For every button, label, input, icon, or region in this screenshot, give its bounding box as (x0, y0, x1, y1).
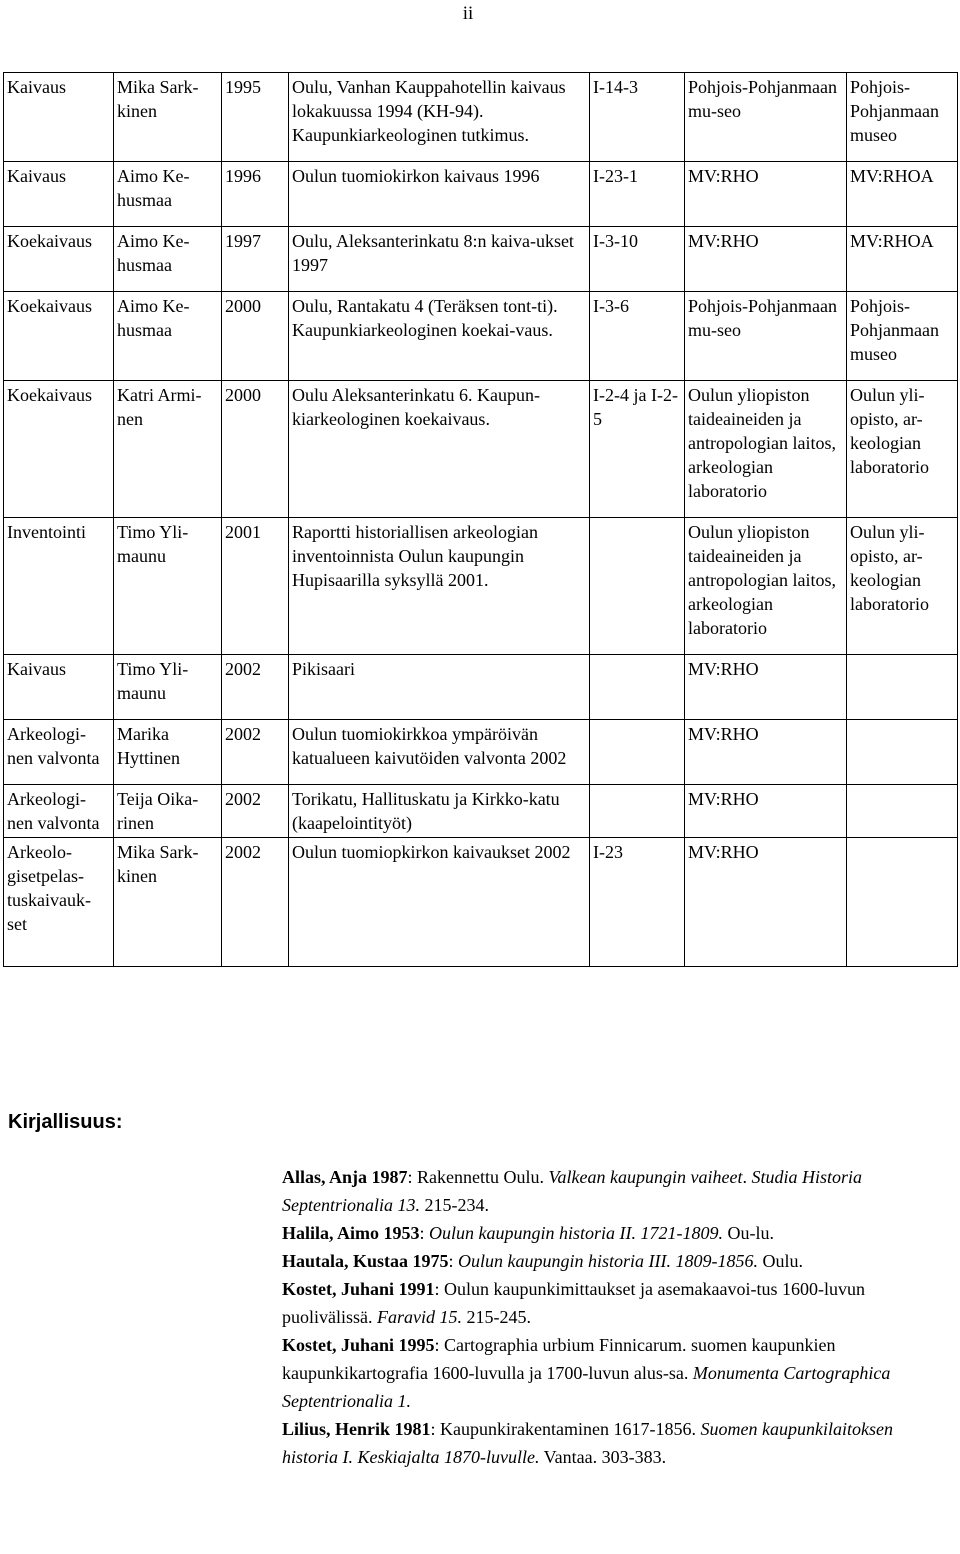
page-number: ii (462, 3, 474, 24)
bib-rest: 215-245. (462, 1307, 531, 1327)
bib-rest: Ou-lu. (723, 1223, 775, 1243)
archive-cell: MV:RHO (685, 227, 847, 292)
bib-separator: : (430, 1419, 441, 1439)
code-cell (590, 785, 685, 838)
person-cell: Teija Oika-rinen (114, 785, 222, 838)
table-row (4, 655, 958, 720)
bibliography-entry (282, 1415, 942, 1471)
person-cell: Mika Sark-kinen (114, 73, 222, 162)
archive-cell: MV:RHO (685, 838, 847, 967)
year-cell: 1996 (222, 162, 289, 227)
archive2-cell: MV:RHOA (847, 162, 958, 227)
code-cell: I-3-6 (590, 292, 685, 381)
description-cell: Oulun tuomiokirkon kaivaus 1996 (289, 162, 590, 227)
year-cell: 1995 (222, 73, 289, 162)
code-cell: I-14-3 (590, 73, 685, 162)
bib-title: Kaupunkirakentaminen 1617-1856. (440, 1419, 701, 1439)
code-cell (590, 720, 685, 785)
table-row (4, 785, 958, 838)
bib-rest: . (742, 1167, 752, 1187)
table-row (4, 227, 958, 292)
description-cell: Raportti historiallisen arkeologian inventoinnista Oulun kaupungin Hupisaarilla syksyllä 2001. (289, 518, 590, 655)
year-cell: 2002 (222, 655, 289, 720)
description-cell: Torikatu, Hallituskatu ja Kirkko-katu (kaapelointityöt) (289, 785, 590, 838)
type-cell: Inventointi (4, 518, 114, 655)
code-cell: I-3-10 (590, 227, 685, 292)
bibliography-entry (282, 1247, 942, 1275)
type-cell: Kaivaus (4, 162, 114, 227)
bib-author: Allas, Anja 1987 (282, 1167, 408, 1187)
bib-author: Lilius, Henrik 1981 (282, 1419, 431, 1439)
year-cell: 1997 (222, 227, 289, 292)
type-cell: Koekaivaus (4, 381, 114, 518)
bib-series: Monumenta Cartographica Septentrionalia 1. (282, 1363, 891, 1411)
description-cell: Oulun tuomiokirkkoa ympäröivän katualueen kaivutöiden valvonta 2002 (289, 720, 590, 785)
table-row (4, 381, 958, 518)
archive-cell: MV:RHO (685, 720, 847, 785)
archive2-cell: Pohjois-Pohjanmaan museo (847, 73, 958, 162)
table-row (4, 720, 958, 785)
bib-separator: : (419, 1223, 430, 1243)
type-cell: Koekaivaus (4, 227, 114, 292)
type-cell: Arkeologi-nen valvonta (4, 720, 114, 785)
person-cell: Mika Sark-kinen (114, 838, 222, 967)
bib-title: Oulun kaupunkimittaukset ja asemakaavoi-tus 1600-luvun puolivälissä. (282, 1279, 865, 1327)
bib-author: Halila, Aimo 1953 (282, 1223, 420, 1243)
code-cell: I-2-4 ja I-2-5 (590, 381, 685, 518)
type-cell: Kaivaus (4, 73, 114, 162)
bib-series: Valkean kaupungin vaiheet (548, 1167, 743, 1187)
bib-title: Cartographia urbium Finnicarum. suomen kaupunkien kaupunkikartografia 1600-luvulla ja 1700-luvun alus-sa. (282, 1335, 836, 1383)
table-row (4, 292, 958, 381)
table-row (4, 838, 958, 967)
year-cell: 2002 (222, 785, 289, 838)
bib-tail: 215-234. (420, 1195, 489, 1215)
bib-title: Rakennettu Oulu. (417, 1167, 549, 1187)
bib-series2: Studia Historia Septentrionalia 13. (282, 1167, 862, 1215)
bib-series: Oulun kaupungin historia II. 1721-1809. (429, 1223, 724, 1243)
code-cell (590, 518, 685, 655)
person-cell: Aimo Ke-husmaa (114, 292, 222, 381)
person-cell: Timo Yli-maunu (114, 655, 222, 720)
description-cell: Oulu Aleksanterinkatu 6. Kaupun-kiarkeologinen koekaivaus. (289, 381, 590, 518)
bibliography-entry (282, 1331, 942, 1415)
archive2-cell: Oulun yli-opisto, ar-keologian laboratorio (847, 381, 958, 518)
bib-separator: : (434, 1335, 445, 1355)
bib-author: Kostet, Juhani 1991 (282, 1279, 435, 1299)
description-cell: Oulun tuomiopkirkon kaivaukset 2002 (289, 838, 590, 967)
bib-series: Suomen kaupunkilaitoksen historia I. Keskiajalta 1870-luvulle. (282, 1419, 893, 1467)
code-cell: I-23-1 (590, 162, 685, 227)
archive2-cell (847, 655, 958, 720)
bib-separator: : (407, 1167, 418, 1187)
archive2-cell (847, 785, 958, 838)
archive-cell: Oulun yliopiston taideaineiden ja antropologian laitos, arkeologian laboratorio (685, 381, 847, 518)
archive2-cell: Oulun yli-opisto, ar-keologian laboratorio (847, 518, 958, 655)
bibliography-heading: Kirjallisuus: (8, 1111, 123, 1133)
person-cell: Timo Yli-maunu (114, 518, 222, 655)
bib-author: Kostet, Juhani 1995 (282, 1335, 435, 1355)
table-row (4, 73, 958, 162)
type-cell: Arkeologi-nen valvonta (4, 785, 114, 838)
description-cell: Oulu, Rantakatu 4 (Teräksen tont-ti). Kaupunkiarkeologinen koekai-vaus. (289, 292, 590, 381)
description-cell: Oulu, Aleksanterinkatu 8:n kaiva-ukset 1997 (289, 227, 590, 292)
description-cell: Pikisaari (289, 655, 590, 720)
archive-cell: Oulun yliopiston taideaineiden ja antropologian laitos, arkeologian laboratorio (685, 518, 847, 655)
table-row (4, 162, 958, 227)
bibliography-entry (282, 1219, 942, 1247)
code-cell (590, 655, 685, 720)
year-cell: 2000 (222, 381, 289, 518)
archive2-cell (847, 720, 958, 785)
person-cell: Katri Armi-nen (114, 381, 222, 518)
table-row (4, 518, 958, 655)
year-cell: 2002 (222, 838, 289, 967)
year-cell: 2002 (222, 720, 289, 785)
archive-cell: Pohjois-Pohjanmaan mu-seo (685, 292, 847, 381)
bib-separator: : (434, 1279, 445, 1299)
archive-cell: MV:RHO (685, 162, 847, 227)
type-cell: Arkeolo-gisetpelas-tuskaivauk-set (4, 838, 114, 967)
records-table (3, 72, 958, 967)
person-cell: Marika Hyttinen (114, 720, 222, 785)
archive2-cell: MV:RHOA (847, 227, 958, 292)
archive2-cell: Pohjois-Pohjanmaan museo (847, 292, 958, 381)
code-cell: I-23 (590, 838, 685, 967)
archive-cell: MV:RHO (685, 655, 847, 720)
archive2-cell (847, 838, 958, 967)
person-cell: Aimo Ke-husmaa (114, 227, 222, 292)
bib-rest: Vantaa. 303-383. (539, 1447, 667, 1467)
bib-series: Faravid 15. (377, 1307, 462, 1327)
bibliography-entry (282, 1163, 942, 1219)
year-cell: 2000 (222, 292, 289, 381)
bib-rest: Oulu. (758, 1251, 804, 1271)
archive-cell: MV:RHO (685, 785, 847, 838)
archive-cell: Pohjois-Pohjanmaan mu-seo (685, 73, 847, 162)
bib-series: Oulun kaupungin historia III. 1809-1856. (458, 1251, 759, 1271)
bib-separator: : (448, 1251, 459, 1271)
person-cell: Aimo Ke-husmaa (114, 162, 222, 227)
year-cell: 2001 (222, 518, 289, 655)
bibliography-entry (282, 1275, 942, 1331)
type-cell: Koekaivaus (4, 292, 114, 381)
bibliography-list (282, 1163, 942, 1471)
description-cell: Oulu, Vanhan Kauppahotellin kaivaus lokakuussa 1994 (KH-94). Kaupunkiarkeologinen tutkimus. (289, 73, 590, 162)
bib-author: Hautala, Kustaa 1975 (282, 1251, 449, 1271)
type-cell: Kaivaus (4, 655, 114, 720)
